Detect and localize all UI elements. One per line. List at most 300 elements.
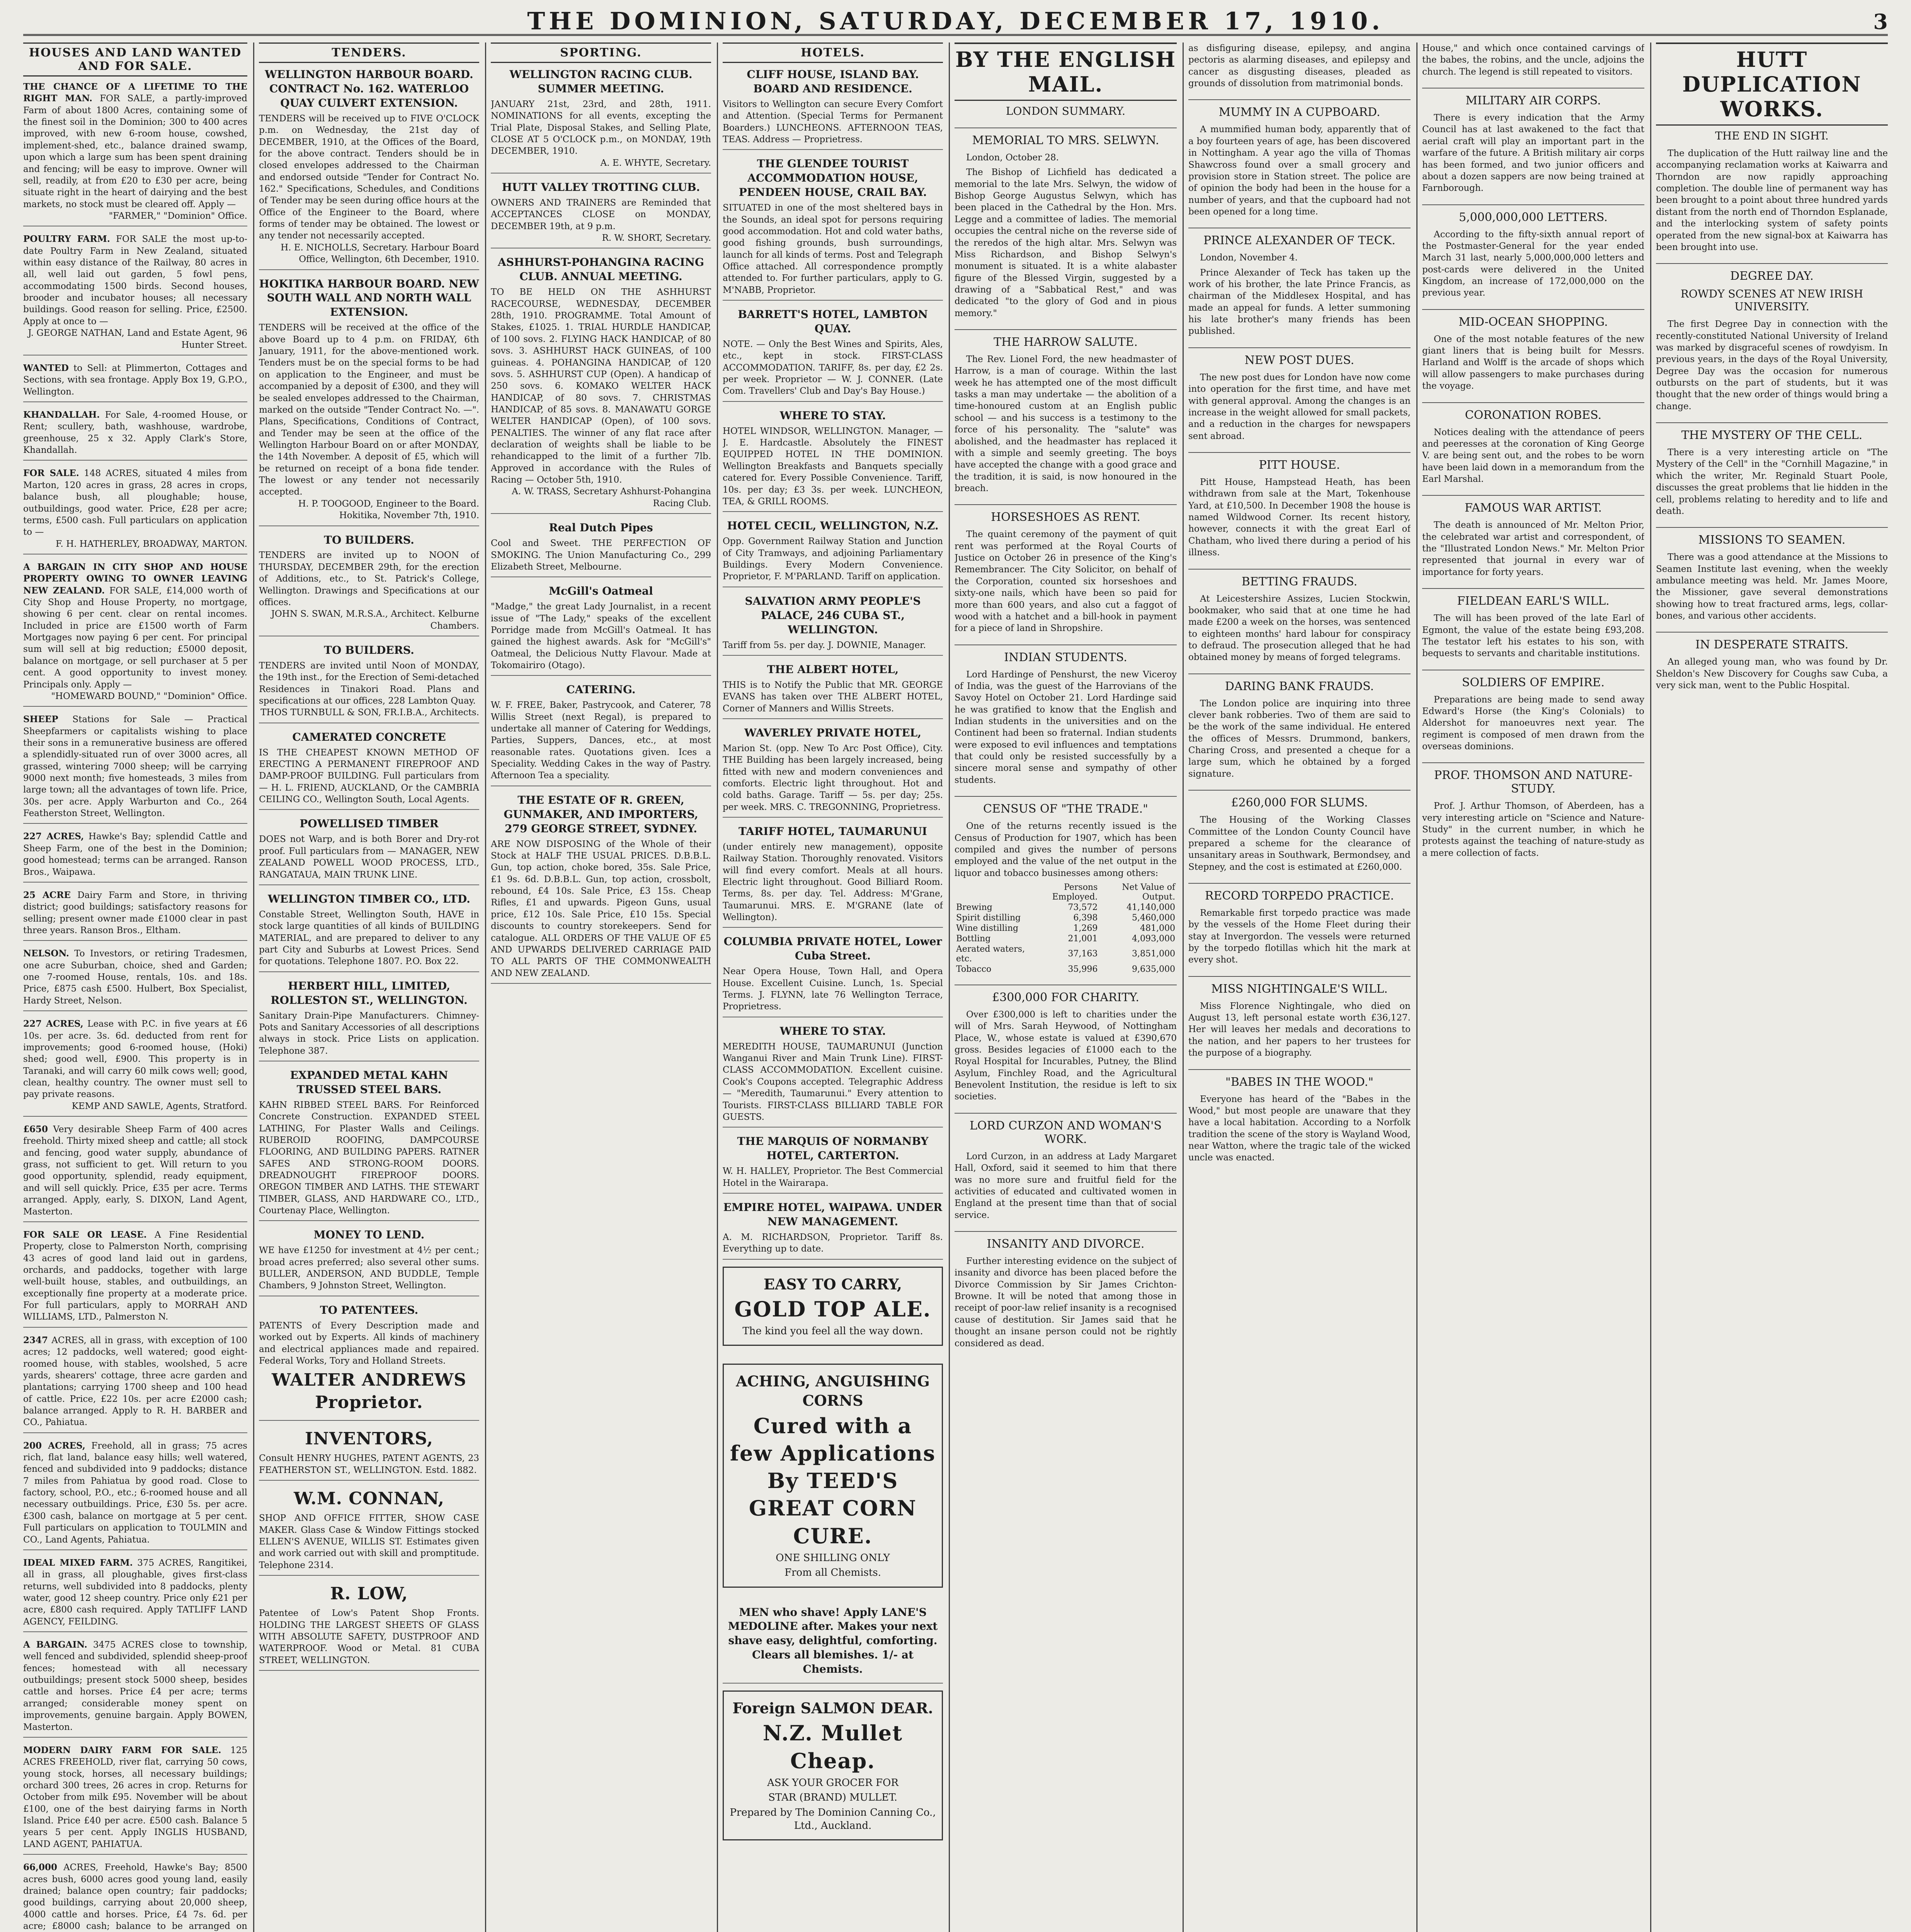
column-rule — [949, 43, 950, 1932]
ad-text-block — [23, 1441, 247, 1545]
table-cell: 9,635,000 — [1132, 964, 1175, 974]
article-paragraph: House," and which once contained carvings of the babes, the robins, and the uncle, adjoins the church. The legend is still repeated to visitors. — [1422, 43, 1644, 77]
ad-text: A. M. RICHARDSON, Proprietor. Tariff 8s. Everything up to date. — [723, 1232, 943, 1254]
advertisement — [723, 1024, 943, 1128]
table-row — [955, 902, 1177, 913]
advertisement — [259, 1228, 479, 1296]
advertisement — [723, 409, 943, 512]
ad-text: TENDERS will be received at the office of the above Board up to 4 p.m. on FRIDAY, 6th January, 1911, for the above-mentioned work. Tenders must be on the special forms to be had on application to the Engineer, and must be accompanied by a deposit of £300, and they will be sealed envelopes addressed to the Chairman, marked on the outside "Tender Contract No. —". Plans, Specifications, Conditions of Contract, and Tender may be seen at the office of the Wellington Harbour Board on or after MONDAY, the 14th November. A deposit of £5, which will be returned on receipt of a bona fide tender. The lowest or any tender not necessarily accepted. — [259, 323, 479, 497]
ad-text: Lease with P.C. in five years at £6 10s. per acre. 3s. 6d. deducted from rent for improvements; good 6-roomed house, (Hoki) shed; good well, £900. This property is in Taranaki, and will carry 60 milk cows well; good, clean, healthy country. The owner must sell to pay private reasons. — [23, 1019, 247, 1100]
ad-text-block — [23, 1745, 247, 1849]
ad-signature: THOS TURNBULL & SON, FR.I.B.A., Architects. — [260, 707, 479, 718]
column-local-news — [1656, 43, 1888, 1932]
ad-text-block — [23, 949, 247, 1005]
display-advertisement — [723, 1364, 943, 1587]
ad-text: SITUATED in one of the most sheltered bays in the Sounds, an ideal spot for persons requiring good accommodation. Hot and cold water baths, good fishing grounds, bush surroundings, launch for all kinds of terms. Post and Telegraph Office attached. All correspondence promptly attended to. For further particulars, apply to G. M'NABB, Proprietor. — [723, 203, 943, 295]
article-paragraph: Further interesting evidence on the subject of insanity and divorce has been placed before the Divorce Commission by Sir James Crichton-Browne. It will be noted that among those in receipt of poor-law relief insanity is a recognised cause of destitution. Sir James said that he thought an insane person could not be rightly considered as dead. — [955, 1256, 1177, 1349]
ad-heading: CATERING. — [566, 683, 636, 696]
table-row — [955, 944, 1177, 964]
ad-lead: WANTED — [23, 362, 69, 373]
ad-text-block — [23, 1862, 247, 1932]
advertisement — [259, 730, 479, 810]
advertisement — [723, 663, 943, 719]
advertisement — [23, 1018, 247, 1117]
ad-heading: Real Dutch Pipes — [549, 521, 653, 534]
article-paragraph: London, October 28. — [966, 153, 1059, 163]
article-paragraph: The new post dues for London have now come into operation for the first time, and have met with general approval. Among the changes is an increase in the weight allowed for small packets, and a reduction in the charges for newspapers sent abroad. — [1188, 372, 1411, 441]
ad-text: (under entirely new management), opposite Railway Station. Thoroughly renovated. Visitors will find every comfort. Meals at all hours. Electric light throughout. Good Billiard Room. Terms, 8s. per day. Tel. Address: M'Grane, Taumarunui. MRS. E. M'GRANE (late of Wellington). — [723, 842, 943, 923]
ad-signature: KEMP AND SAWLE, Agents, Stratford. — [71, 1101, 247, 1111]
section-subtitle: LONDON SUMMARY. — [1006, 105, 1126, 117]
ad-lead: NELSON. — [23, 948, 69, 959]
ad-text-block — [23, 1019, 247, 1099]
ad-text: Patentee of Low's Patent Shop Fronts. HOLDING THE LARGEST SHEETS OF GLASS WITH ABSOLUTE SAFETY, DUSTPROOF AND WATERPROOF. Wood or Metal. 81 CUBA STREET, WELLINGTON. — [259, 1608, 479, 1665]
advertisement — [23, 831, 247, 882]
masthead — [23, 7, 1888, 36]
ad-signature: H. P. TOOGOOD, Engineer to the Board. Hokitika, November 7th, 1910. — [298, 498, 479, 521]
article-headline: HUTT DUPLICATION WORKS. — [1656, 43, 1888, 126]
table-cell: 1,269 — [1073, 923, 1098, 933]
ad-text: WE have £1250 for investment at 4½ per cent.; broad acres preferred; also several other sums. BULLER, ANDERSON, AND BUDDLE, Temple Chambers, 9 Johnston Street, Wellington. — [259, 1245, 479, 1291]
table-cell: 3,851,000 — [1132, 949, 1175, 959]
article-headline: £300,000 FOR CHARITY. — [955, 985, 1177, 1004]
ad-line: Cured with a few Applications By TEED'S GREAT CORN CURE. — [730, 1413, 936, 1548]
section-header: HOUSES AND LAND WANTED AND FOR SALE. — [23, 43, 247, 77]
advertisement — [23, 1124, 247, 1222]
advertisement — [259, 277, 479, 526]
ad-line: ACHING, ANGUISHING CORNS — [736, 1372, 930, 1410]
ad-line: Prepared by The Dominion Canning Co., Ltd., Auckland. — [730, 1806, 936, 1832]
ad-heading: CAMERATED CONCRETE — [292, 730, 446, 743]
ad-display-name: INVENTORS, — [305, 1429, 433, 1449]
advertisement — [723, 157, 943, 301]
article-headline: THE HARROW SALUTE. — [955, 329, 1177, 349]
advertisement — [259, 1428, 479, 1481]
advertisement — [23, 1862, 247, 1932]
section-header: BY THE ENGLISH MAIL. — [955, 43, 1177, 101]
ad-text: 148 ACRES, situated 4 miles from Marton, 120 acres in grass, 28 acres in crops, balance bush, all ploughable; house, outbuildings, good water. Price, £28 per acre; terms, £500 cash. Full particulars on application to — — [23, 468, 247, 537]
table-cell: Wine distilling — [956, 923, 1019, 933]
table-cell: 6,398 — [1073, 913, 1098, 923]
article-paragraph: According to the fifty-sixth annual report of the Postmaster-General for the year ended March 31 last, nearly 5,000,000,000 letters and post-cards were delivered in the United Kingdom, an increase of 172,000,000 on the previous year. — [1422, 229, 1644, 298]
ad-heading: WELLINGTON RACING CLUB. SUMMER MEETING. — [509, 68, 693, 95]
ad-heading: CLIFF HOUSE, ISLAND BAY. BOARD AND RESIDENCE. — [747, 68, 919, 95]
article-paragraph: Over £300,000 is left to charities under the will of Mrs. Sarah Heywood, of Nottingham Place, W., whose estate is valued at £390,670 gross. Besides legacies of £1000 each to the Royal Hospital for Incurables, Putney, the Blind Asylum, Finchley Road, and the Agricultural Benevolent Institution, the residue is left to six societies. — [955, 1009, 1177, 1102]
article-headline: PRINCE ALEXANDER OF TECK. — [1188, 228, 1411, 247]
ad-line: Foreign SALMON DEAR. — [732, 1699, 933, 1717]
article-paragraph: Remarkable first torpedo practice was made by the vessels of the Home Fleet during their stay at Invergordon. The vessels were returned by the torpedo flotillas which hit the mark at every shot. — [1188, 908, 1411, 965]
ad-text: FOR SALE the most up-to-date Poultry Farm in New Zealand, situated within easy distance of the Railway, 80 acres in all, well laid out garden, 5 fowl pens, accommodating 1500 birds. Second houses, brooder and incubator houses; all necessary buildings. Good reason for selling. Price, £2500. Apply at once to — — [23, 234, 247, 327]
ad-lead: A BARGAIN IN CITY SHOP AND HOUSE PROPERTY OWING TO OWNER LEAVING NEW ZEALAND. — [23, 561, 247, 596]
table-cell: Tobacco — [956, 964, 992, 974]
ad-lead: A BARGAIN. — [23, 1639, 87, 1650]
ad-text: THIS is to Notify the Public that MR. GEORGE EVANS has taken over THE ALBERT HOTEL, Corner of Manners and Willis Streets. — [723, 680, 943, 714]
ad-lead: IDEAL MIXED FARM. — [23, 1557, 133, 1568]
column-english-mail — [955, 43, 1177, 1932]
ad-lead: POULTRY FARM. — [23, 234, 110, 245]
ad-text: Cool and Sweet. THE PERFECTION OF SMOKING. The Union Manufacturing Co., 299 Elizabeth Street, Melbourne. — [491, 538, 711, 572]
ad-signature: "FARMER," "Dominion" Office. — [109, 211, 247, 221]
article-headline: £260,000 FOR SLUMS. — [1188, 790, 1411, 810]
article-paragraph: The London police are inquiring into three clever bank robberies. Two of them are said to be the work of the same individual. He entered the offices of Messrs. Drummond, bankers, Charing Cross, and presented a cheque for a large sum, which he obtained by a forged signature. — [1188, 698, 1411, 779]
article-paragraph: The Rev. Lionel Ford, the new headmaster of Harrow, is a man of courage. Within the last week he has attempted one of the most difficult tasks a man may undertake — the abolition of a time-honoured custom at an English public school — and his success is a testimony to the force of his personality. The "salute" was abolished, and the headmaster has replaced it with a simple and seemly greeting. The boys have accepted the change with a good grace and the tradition, it is said, is now honoured in the breach. — [955, 354, 1177, 493]
advertisement — [23, 948, 247, 1011]
advertisement — [23, 409, 247, 461]
column-news-2 — [1188, 43, 1411, 1932]
table-cell: Spirit distilling — [956, 913, 1021, 923]
ad-text: to Sell: at Plimmerton, Cottages and Sections, with sea frontage. Apply Box 19, G.P.O., Wellington. — [23, 363, 247, 397]
ad-display-name: WALTER ANDREWS Proprietor. — [271, 1370, 467, 1413]
article-subheadline: ROWDY SCENES AT NEW IRISH UNIVERSITY. — [1680, 287, 1863, 313]
ad-text: Very desirable Sheep Farm of 400 acres freehold. Thirty mixed sheep and cattle; all stock and fencing, good water supply, abundance of grass, not sufficient to get. Will return to you good opportunity, splendid, ready equipment, and will sell quickly. Price, £35 per acre. Terms arranged. Apply, early, S. DIXON, Land Agent, Masterton. — [23, 1124, 247, 1217]
table-cell: 4,093,000 — [1132, 934, 1175, 944]
article-paragraph: At Leicestershire Assizes, Lucien Stockwin, bookmaker, who said that at one time he had made £200 a week on the horses, was sentenced to eighteen months' hard labour for conspiracy to defraud. The prosecution alleged that he had obtained money by means of forged telegrams. — [1188, 594, 1411, 663]
table-cell: 481,000 — [1140, 923, 1175, 933]
article-paragraph: The first Degree Day in connection with the recently-constituted National University of Ireland was marked by disgraceful scenes of rowdyism. In previous years, in the days of the Royal University, Degree Day was the occasion for numerous outbursts on the part of students, but it was thought that the new order of things would bring a change. — [1656, 319, 1888, 412]
table-row — [955, 913, 1177, 923]
ad-heading: COLUMBIA PRIVATE HOTEL, Lower Cuba Street. — [723, 935, 942, 963]
ad-text-block — [23, 562, 247, 690]
ad-text-block — [23, 363, 247, 397]
article-headline: RECORD TORPEDO PRACTICE. — [1188, 883, 1411, 903]
ad-text: Near Opera House, Town Hall, and Opera House. Excellent Cuisine. Lunch, 1s. Special Terms. J. FLYNN, late 76 Wellington Terrace, Proprietress. — [723, 966, 943, 1012]
ad-text: 3475 ACRES close to township, well fenced and subdivided, splendid sheep-proof fences; homestead with all necessary outbuildings; present stock 5000 sheep, besides cattle and horses. Price £4 per acre; terms arranged; considerable money spent on improvements, genuine bargain. Apply BOWEN, Masterton. — [23, 1640, 247, 1732]
article-paragraph: as disfiguring disease, epilepsy, and angina pectoris as alarming diseases, and epilepsy and cancer as disgusting diseases, pleaded as grounds of dissolution from matrimonial bonds. — [1188, 43, 1411, 89]
ad-lead: FOR SALE OR LEASE. — [23, 1229, 147, 1240]
ad-heading: HERBERT HILL, LIMITED, ROLLESTON ST., WELLINGTON. — [271, 979, 468, 1007]
ad-text: Constable Street, Wellington South, HAVE in stock large quantities of all kinds of BUILDING MATERIAL, and are prepared to deliver to any part City and Suburbs at Lowest Prices. Send for quotations. Telephone 1807. P.O. Box 22. — [259, 909, 479, 967]
ad-text-block — [23, 234, 247, 327]
advertisement — [259, 1303, 479, 1421]
article-headline: MID-OCEAN SHOPPING. — [1422, 309, 1644, 329]
article-paragraph: There is every indication that the Army Council has at last awakened to the fact that aerial craft will play an important part in the warfare of the future. A British military air corps has been formed, and two junior officers and about a dozen sappers are now being trained at Farnborough. — [1422, 113, 1644, 194]
advertisement — [23, 1745, 247, 1855]
ad-text-block — [23, 714, 247, 818]
advertisement — [723, 1267, 943, 1357]
ad-line: ONE SHILLING ONLY — [776, 1552, 890, 1564]
article-paragraph: Everyone has heard of the "Babes in the Wood," but most people are unaware that they have a local habitation. According to a Norfolk tradition the scene of the story is Wayland Wood, near Watton, where the tragic tale of the wicked uncle was enacted. — [1188, 1094, 1411, 1163]
ad-text: ACRES, Freehold, Hawke's Bay; 8500 acres bush, 6000 acres good young land, easily drained; balance open country; fair paddocks; good buildings, carrying about 20,000 sheep, 4000 cattle and horses. Price, £4 7s. 6d. per acre; £8000 cash; balance to be arranged on — [23, 1862, 247, 1931]
table-cell: 21,001 — [1068, 934, 1098, 944]
ad-text: Tariff from 5s. per day. J. DOWNIE, Manager. — [723, 640, 926, 650]
ad-lead: KHANDALLAH. — [23, 409, 100, 420]
ad-line: EASY TO CARRY, — [763, 1275, 902, 1293]
ad-heading: SALVATION ARMY PEOPLE'S PALACE, 246 CUBA ST., WELLINGTON. — [745, 594, 921, 636]
ad-text: FOR SALE, a partly-improved Farm of about 1800 Acres, containing some of the finest soil in the Dominion; 300 to 400 acres improved, with new 6-room house, cowshed, implement-shed, etc., balance drained swamp, upon which a large sum has been spent draining and fencing; will be easy to improve. Owner will sell, readily, at from £20 to £30 per acre, being situate right in the heart of dairying and the best markets, no stock must be cleared off. Apply — — [23, 94, 247, 209]
ad-line: From all Chemists. — [784, 1567, 881, 1579]
article-headline: 5,000,000,000 LETTERS. — [1422, 204, 1644, 224]
ad-heading: EMPIRE HOTEL, WAIPAWA. UNDER NEW MANAGEMENT. — [723, 1201, 943, 1228]
article-paragraph: There was a good attendance at the Missions to Seamen Institute last evening, when the weekly ambulance meeting was held. Mr. James Moore, the Missioner, gave several demonstrations showing how to treat fractured arms, legs, collar-bones, and various other accidents. — [1656, 552, 1888, 621]
ad-text: JANUARY 21st, 23rd, and 28th, 1911. NOMINATIONS for all events, excepting the Trial Plate, Disposal Stakes, and Selling Plate, CLOSE AT 5 O'CLOCK p.m., on MONDAY, 19th DECEMBER, 1910. — [491, 99, 711, 156]
ad-text: ARE NOW DISPOSING of the Whole of their Stock at HALF THE USUAL PRICES. D.B.B.L. Gun, top action, choke bored, 35s. Sale Price, £1 9s. 6d. D.B.B.L. Gun, top action, crossbolt, rebound, £4 10s. Sale Price, £3 15s. Cheap Rifles, £1 and upwards. Pigeon Guns, usual price, £12 10s. Sale Price, £10 15s. Special discounts to country storekeepers. Send for catalogue. ALL ORDERS OF THE VALUE OF £5 AND UPWARDS DELIVERED CARRIAGE PAID TO ALL PARTS OF THE COMMONWEALTH AND NEW ZEALAND. — [491, 839, 711, 978]
advertisement — [723, 1201, 943, 1260]
ad-text: NOTE. — Only the Best Wines and Spirits, Ales, etc., kept in stock. FIRST-CLASS ACCOMMODATION. TARIFF, 8s. per day, £2 2s. per week. Proprietor — W. J. CONNER. (Late Com. Travellers' Club and Day's Bay House.) — [723, 339, 943, 396]
ad-lead: 227 ACRES, — [23, 1019, 83, 1029]
advertisement — [259, 533, 479, 636]
ad-text: PATENTS of Every Description made and worked out by Experts. All kinds of machinery and electrical appliances made and repaired. Federal Works, Tory and Holland Streets. — [259, 1320, 479, 1366]
ad-text: W. F. FREE, Baker, Pastrycook, and Caterer, 78 Willis Street (next Regal), is prepared to undertake all manner of Catering for Weddings, Parties, Suppers, Dances, etc., at most reasonable rates. Quotations given. Ices a Speciality. Wedding Cakes in the way of Pastry. Afternoon Tea a speciality. — [491, 700, 711, 781]
masthead-title: THE DOMINION, SATURDAY, DECEMBER 17, 1910. — [527, 7, 1384, 35]
table-row — [955, 964, 1177, 975]
ad-text-block — [23, 1640, 247, 1732]
ad-text: Opp. Government Railway Station and Junction of City Tramways, and adjoining Parliamentary Buildings. Every Modern Convenience. Proprietor, F. M'PARLAND. Tariff on application. — [723, 536, 943, 582]
ad-heading: THE ESTATE OF R. GREEN, GUNMAKER, AND IMPORTERS, 279 GEORGE STREET, SYDNEY. — [504, 793, 698, 835]
article-paragraph: The quaint ceremony of the payment of quit rent was performed at the Royal Courts of Justice on October 26 in presence of the King's Remembrancer. The City Solicitor, on behalf of the Corporation, counted six horseshoes and sixty-one nails, which have been so paid for more than 600 years, and also cut a faggot of wood with a hatchet and a bill-hook in payment for a piece of land in Shropshire. — [955, 529, 1177, 634]
ad-text-block — [23, 82, 247, 209]
ad-text-block — [23, 832, 247, 877]
section-header: HOTELS. — [723, 43, 943, 63]
article-paragraph: Pitt House, Hampstead Heath, has been withdrawn from sale at the Mart, Tokenhouse Yard, at £10,500. In December 1908 the house is named Wildwood Corner. Its recent history, however, connects it with the great Earl of Chatham, who lived there during a period of his illness. — [1188, 477, 1411, 558]
article-headline: CORONATION ROBES. — [1422, 402, 1644, 422]
ad-text: W. H. HALLEY, Proprietor. The Best Commercial Hotel in the Wairarapa. — [723, 1166, 943, 1188]
ad-text: FOR SALE, £14,000 worth of City Shop and House Property, no mortgage, showing 6 per cent. clear on rental incomes. Included in price are £1500 worth of Farm Mortgages now paying 6 per cent. For principal sum will sell at big reduction; £5000 deposit, balance on mortgage, or sell purchaser at 5 per cent. A good opportunity to invest money. Principals only. Apply — — [23, 585, 247, 690]
article-paragraph: London, November 4. — [1200, 253, 1298, 263]
ad-text: ACRES, all in grass, with exception of 100 acres; 12 paddocks, well watered; good eight-roomed house, with stables, woolshed, 5 acre yards, shearers' cottage, three acre garden and plantations; carrying 1700 sheep and 100 head of cattle. Price, £22 10s. per acre £2000 cash; balance arranged. Apply to R. H. BARBER and CO., Pahiatua. — [23, 1335, 247, 1428]
ad-signature: A. W. TRASS, Secretary Ashhurst-Pohangina Racing Club. — [512, 486, 711, 509]
advertisement — [491, 793, 711, 984]
column-rule — [253, 43, 254, 1932]
article-headline: MISSIONS TO SEAMEN. — [1656, 527, 1888, 547]
advertisement — [23, 1229, 247, 1328]
advertisement — [23, 1639, 247, 1738]
advertisement — [491, 180, 711, 248]
ad-text: Sanitary Drain-Pipe Manufacturers. Chimney-Pots and Sanitary Accessories of all descriptions always in stock. Price Lists on application. Telephone 387. — [259, 1010, 479, 1056]
article-paragraph: One of the returns recently issued is the Census of Production for 1907, which has been compiled and gives the number of persons employed and the value of the net output in the liquor and tobacco businesses among others: — [955, 821, 1177, 878]
ad-heading: THE GLENDEE TOURIST ACCOMMODATION HOUSE, PENDEEN HOUSE, CRAIL BAY. — [739, 157, 927, 199]
ad-heading: MEN who shave! Apply LANE'S MEDOLINE after. Makes your next shave easy, delightful, comforting. Clears all blemishes. 1/- at Chemists. — [728, 1605, 938, 1676]
ad-text: OWNERS AND TRAINERS are Reminded that ACCEPTANCES CLOSE on MONDAY, DECEMBER 19th, at 9 p.m. — [491, 198, 711, 231]
column-news-3 — [1422, 43, 1644, 1932]
advertisement — [23, 233, 247, 355]
advertisement — [23, 561, 247, 707]
advertisement — [259, 979, 479, 1061]
ad-heading: WHERE TO STAY. — [779, 409, 886, 422]
article-headline: MILITARY AIR CORPS. — [1422, 88, 1644, 107]
table-cell: 35,996 — [1068, 964, 1098, 974]
table-cell: Bottling — [956, 934, 991, 944]
ad-line: ASK YOUR GROCER FOR — [767, 1777, 898, 1789]
ad-lead: 227 ACRES, — [23, 831, 84, 842]
article-headline: FAMOUS WAR ARTIST. — [1422, 495, 1644, 515]
ad-text: IS THE CHEAPEST KNOWN METHOD OF ERECTING A PERMANENT FIREPROOF AND DAMP-PROOF BUILDING. Full particulars from — H. L. FRIEND, AUCKLAND, Or the CAMBRIA CEILING CO., Wellington South, Local Agents. — [259, 747, 479, 805]
ad-heading: THE MARQUIS OF NORMANBY HOTEL, CARTERTON. — [737, 1135, 929, 1162]
ad-line: N.Z. Mullet Cheap. — [762, 1721, 903, 1773]
advertisement — [723, 726, 943, 818]
ad-lead: FOR SALE. — [23, 468, 79, 479]
article-headline: INSANITY AND DIVORCE. — [955, 1231, 1177, 1251]
article-headline: THE MYSTERY OF THE CELL. — [1656, 422, 1888, 442]
advertisement — [259, 1583, 479, 1671]
ad-lead: MODERN DAIRY FARM FOR SALE. — [23, 1745, 221, 1755]
article-headline: IN DESPERATE STRAITS. — [1656, 632, 1888, 651]
article-paragraph: The Housing of the Working Classes Committee of the London County Council have prepared a scheme for the clearance of unsanitary areas in Southwark, Bermondsey, and Stepney, and the cost is estimated at £260,000. — [1188, 815, 1411, 872]
column-hotels — [723, 43, 943, 1932]
ad-lead: £650 — [23, 1124, 48, 1135]
article-headline: CENSUS OF "THE TRADE." — [955, 796, 1177, 816]
table-header-cell: Persons Employed. — [1052, 882, 1098, 902]
article-paragraph: One of the most notable features of the new giant liners that is being built for Messrs. Harland and Wolff is the arcade of shops which will allow passengers to make purchases during the voyage. — [1422, 334, 1644, 391]
ad-heading: McGill's Oatmeal — [549, 585, 653, 598]
ad-text: Freehold, all in grass; 75 acres rich, flat land, balance easy hills; well watered, fenced and subdivided into 9 paddocks; distance 7 miles from Pahiatua by good road. Close to factory, school, P.O., etc.; 6-roomed house and all necessary outbuildings. Price, £30 5s. per acre. £300 cash, balance on mortgage at 5 per cent. Full particulars on application to TOULMIN and CO., Land Agents, Pahiatua. — [23, 1440, 247, 1545]
article-paragraph: Lord Hardinge of Penshurst, the new Viceroy of India, was the guest of the Harrovians of the Savoy Hotel on October 21. Lord Hardinge said he was gratified to know that the English and Indian students in the universities and on the Continent had been so fraternal. Indian students were exposed to evil influences and temptations that could only be resisted successfully by a sincere moral sense and sympathy of other students. — [955, 669, 1177, 785]
ad-text: Consult HENRY HUGHES, PATENT AGENTS, 23 FEATHERSTON ST., WELLINGTON. Estd. 1882. — [259, 1453, 479, 1475]
ad-text: A Fine Residential Property, close to Palmerston North, comprising 43 acres of good land laid out in gardens, orchards, and paddocks, together with large well-built house, stables, and outbuildings, an exceptionally fine property at a moderate price. For full particulars, apply to MORRAH AND WILLIAMS, LTD., Palmerston N. — [23, 1230, 247, 1322]
advertisement — [723, 825, 943, 928]
article-headline: BETTING FRAUDS. — [1188, 569, 1411, 588]
advertisement — [723, 308, 943, 402]
advertisement — [723, 68, 943, 150]
article-headline: SOLDIERS OF EMPIRE. — [1422, 670, 1644, 689]
ad-line: The kind you feel all the way down. — [742, 1325, 923, 1337]
ad-text-block — [23, 1230, 247, 1322]
advertisement — [23, 81, 247, 226]
ad-display-name: R. LOW, — [330, 1584, 408, 1604]
ad-text: To Investors, or retiring Tradesmen, one acre Suburban, choice, shed and Garden; one 7-roomed House, rentals, 10s. and 18s. Price, £875 cash £500. Hulbert, Box Specialist, Hardy Street, Nelson. — [23, 949, 247, 1006]
ad-heading: TO PATENTEES. — [320, 1303, 419, 1316]
article-paragraph: The will has been proved of the late Earl of Egmont, the value of the estate being £93,208. The testator left his estates to his son, with bequests to servants and charitable institutions. — [1422, 613, 1644, 659]
article-headline: NEW POST DUES. — [1188, 347, 1411, 367]
article-paragraph: The duplication of the Hutt railway line and the accompanying reclamation works at Kaiwarra and Thorndon are now rapidly approaching completion. The double line of permanent way has been brought to a point about three hundred yards distant from the north end of Thorndon Esplanade, and the interlocking system of safety points operated from the new signal-box at Kaiwarra has been brought into use. — [1656, 148, 1888, 252]
article-paragraph: An alleged young man, who was found by Dr. Sheldon's New Discovery for Coughs saw Cuba, a very sick man, went to the Public Hospital. — [1656, 657, 1888, 691]
article-headline: "BABES IN THE WOOD." — [1188, 1069, 1411, 1089]
ad-heading: EXPANDED METAL KAHN TRUSSED STEEL BARS. — [290, 1068, 448, 1096]
table-cell: 37,163 — [1068, 949, 1098, 959]
advertisement — [23, 714, 247, 824]
ad-lead: THE CHANCE OF A LIFETIME TO THE RIGHT MAN. — [23, 82, 247, 104]
ad-heading: HOTEL CECIL, WELLINGTON, N.Z. — [727, 519, 939, 532]
section-header: SPORTING. — [491, 43, 711, 63]
advertisement — [723, 594, 943, 656]
ad-signature: J. GEORGE NATHAN, Land and Estate Agent, 96 Hunter Street. — [28, 328, 247, 350]
advertisement — [491, 584, 711, 676]
article-subheadline: THE END IN SIGHT. — [1715, 129, 1829, 142]
column-rule — [1416, 43, 1418, 1932]
table-row — [955, 934, 1177, 944]
advertisement — [723, 1364, 943, 1598]
ad-text: 125 ACRES FREEHOLD, river flat, carrying 50 cows, young stock, horses, all necessary buildings; orchard 300 trees, 26 acres in crop. Returns for October from milk £95. November will be about £100, one of the best dairying farms in North Island. Price £40 per acre. £500 cash. Balance 5 years 5 per cent. Apply INGLIS HUSBAND, LAND AGENT, PAHIATUA. — [23, 1745, 247, 1849]
ad-text-block — [23, 1124, 247, 1217]
advertisement — [491, 255, 711, 514]
ad-line: GOLD TOP ALE. — [734, 1296, 931, 1321]
ad-text: TENDERS will be received up to FIVE O'CLOCK p.m. on Wednesday, the 21st day of DECEMBER, 1910, at the Offices of the Board, for the above contract. Tenders should be in closed envelopes addressed to the Chairman and endorsed outside "Tender for Contract No. 162." Specifications, Schedules, and Conditions of Tender may be seen during office hours at the Office of the Engineer to the Board, where forms of tender may be obtained. The lowest or any tender not necessarily accepted. — [259, 113, 479, 241]
table-cell: 5,460,000 — [1132, 913, 1175, 923]
article-paragraph: Prince Alexander of Teck has taken up the work of his brother, the late Prince Francis, as chairman of the Middlesex Hospital, and has made an appeal for funds. A letter summoning his late brother's many friends has been published. — [1188, 267, 1411, 337]
article-paragraph: Notices dealing with the attendance of peers and peeresses at the coronation of King George V. are being sent out, and the robes to be worn have been laid down in a memorandum from the Earl Marshal. — [1422, 427, 1644, 484]
ad-heading: TARIFF HOTEL, TAUMARUNUI — [738, 825, 927, 838]
article-headline: PROF. THOMSON AND NATURE-STUDY. — [1422, 762, 1644, 796]
article-paragraph: The death is announced of Mr. Melton Prior, the celebrated war artist and correspondent, of the "Illustrated London News." Mr. Melton Prior represented that journal in every war of importance for forty years. — [1422, 520, 1644, 577]
table-row — [955, 923, 1177, 934]
advertisement — [23, 889, 247, 941]
advertisement — [259, 892, 479, 972]
article-paragraph: There is a very interesting article on "The Mystery of the Cell" in the "Cornhill Magazine," in which the writer, Mr. Reginald Stuart Poole, discusses the great problems that lie hidden in the cell, problems relating to heredity and to life and death. — [1656, 447, 1888, 516]
article-headline: LORD CURZON AND WOMAN'S WORK. — [955, 1113, 1177, 1146]
article-paragraph: Lord Curzon, in an address at Lady Margaret Hall, Oxford, said it seemed to him that there was no more sure and fruitful field for the activities of educated and cultivated women in England at the present time than that of social service. — [955, 1151, 1177, 1220]
ad-text: Dairy Farm and Store, in thriving district; good buildings; satisfactory reasons for selling; present owner made £1000 clear in past three years. Ranson Bros., Eltham. — [23, 890, 247, 935]
article-headline: PITT HOUSE. — [1188, 452, 1411, 472]
ad-display-name: W.M. CONNAN, — [294, 1489, 444, 1509]
article-headline: DARING BANK FRAUDS. — [1188, 673, 1411, 693]
ad-text: TENDERS are invited until Noon of MONDAY, the 19th inst., for the Erection of Semi-detached Residences in Tinakori Road. Plans and specifications at our offices, 228 Lambton Quay. — [259, 660, 479, 706]
column-rule — [1650, 43, 1651, 1932]
ad-lead: 66,000 — [23, 1862, 58, 1873]
column-rule — [717, 43, 718, 1932]
display-advertisement — [723, 1267, 943, 1346]
ad-signature: F. H. HATHERLEY, BROADWAY, MARTON. — [56, 539, 247, 549]
article-headline: INDIAN STUDENTS. — [955, 645, 1177, 664]
ad-heading: THE ALBERT HOTEL, — [767, 663, 899, 676]
ad-text: Visitors to Wellington can secure Every Comfort and Attention. (Special Terms for Permanent Boarders.) LUNCHEONS. AFTERNOON TEAS, TEAS. Address — Proprietress. — [723, 99, 943, 145]
census-table — [955, 882, 1177, 975]
ad-signature: R. W. SHORT, Secretary. — [602, 233, 711, 243]
advertisement — [491, 68, 711, 173]
advertisement — [23, 1557, 247, 1632]
advertisement — [491, 683, 711, 786]
ad-text-block — [23, 890, 247, 935]
article-paragraph: The Bishop of Lichfield has dedicated a memorial to the late Mrs. Selwyn, the widow of Bishop George Augustus Selwyn, which has been placed in the Cathedral by the Hon. Mrs. Legge and a committee of ladies. The memorial occupies the central niche on the reverse side of the reredos of the high altar. Mrs. Selwyn was Miss Richardson, and Bishop Selwyn's monument is situated. It is a white alabaster figure of the Blessed Virgin, suggested by a drawing of a "Sabbatical Rest," and was dedicated "to the glory of God and in pious memory." — [955, 167, 1177, 318]
ad-lead: 25 ACRE — [23, 889, 71, 900]
table-cell: Aerated waters, etc. — [956, 944, 1025, 964]
advertisement — [23, 1440, 247, 1550]
advertisement — [723, 1134, 943, 1194]
ad-heading: ASHHURST-POHANGINA RACING CLUB. ANNUAL MEETING. — [498, 256, 704, 283]
ad-text: Hawke's Bay; splendid Cattle and Sheep Farm, one of the best in the Dominion; good homestead; terms can be arranged. Ranson Bros., Waipawa. — [23, 832, 247, 877]
ad-text: Stations for Sale — Practical Sheepfarmers or capitalists wishing to place their sons in a remunerative business are offered a splendidly-situated run of over 3000 acres, all grassed, wintering 7000 sheep; will be carrying 9000 next month; five homesteads, 3 miles from large town; all the advantages of town life. Price, 30s. per acre. Apply Warburton and Co., 264 Featherston Street, Wellington. — [23, 714, 247, 819]
article-headline: FIELDEAN EARL'S WILL. — [1422, 588, 1644, 608]
advertisement — [491, 521, 711, 577]
advertisement — [723, 1690, 943, 1851]
ad-text: 375 ACRES, Rangitikei, all in grass, all ploughable, gives first-class returns, well subdivided into 8 paddocks, plenty water, good 12 sheep country. Price only £21 per acre, £800 cash required. Apply TATLIFF LAND AGENCY, FEILDING. — [23, 1558, 247, 1627]
advertisement — [723, 935, 943, 1017]
advertisement — [723, 1605, 943, 1684]
column-sporting — [491, 43, 711, 1932]
section-header: TENDERS. — [259, 43, 479, 63]
page-number: 3 — [1873, 9, 1888, 34]
article-headline: MEMORIAL TO MRS. SELWYN. — [955, 128, 1177, 147]
ad-heading: MONEY TO LEND. — [313, 1228, 425, 1242]
column-tenders — [259, 43, 479, 1932]
table-cell: 73,572 — [1068, 902, 1098, 912]
ad-heading: WAVERLEY PRIVATE HOTEL, — [744, 726, 921, 739]
advertisement — [23, 1335, 247, 1433]
article-headline: HORSESHOES AS RENT. — [955, 504, 1177, 524]
article-paragraph: Prof. J. Arthur Thomson, of Aberdeen, has a very interesting article on "Science and Nature-Study" in the current number, in which he protests against the teaching of nature-study as a mere collection of facts. — [1422, 801, 1644, 858]
column-rule — [1183, 43, 1184, 1932]
ad-heading: WHERE TO STAY. — [779, 1024, 886, 1037]
ad-signature: JOHN S. SWAN, M.R.S.A., Architect. Kelburne Chambers. — [271, 609, 479, 631]
advertisement — [259, 1488, 479, 1576]
ad-lead: 2347 — [23, 1335, 48, 1345]
ad-text: "Madge," the great Lady Journalist, in a recent issue of "The Lady," speaks of the excellent Porridge made from McGill's Oatmeal. It has gained the highest awards. Ask for "McGill's" Oatmeal, the Delicious Nutty Flavour. Made at Tokomairiro (Otago). — [491, 602, 711, 670]
ad-heading: HOKITIKA HARBOUR BOARD. NEW SOUTH WALL AND NORTH WALL EXTENSION. — [259, 277, 479, 319]
ad-lead: SHEEP — [23, 714, 58, 725]
article-paragraph: A mummified human body, apparently that of a boy fourteen years of age, has been discovered in Nottingham. A year ago the villa of Thomas Shawcross found over a small grocery and provision store in Station street. The police are of opinion the body had been in the house for a number of years, and that the cupboard had not been opened for a long time. — [1188, 124, 1411, 217]
ad-text: KAHN RIBBED STEEL BARS. For Reinforced Concrete Construction. EXPANDED STEEL LATHING, For Plaster Walls and Ceilings. RUBEROID ROOFING, DAMPCOURSE FLOORING, AND BUILDING PAPERS. RATNER SAFES AND STRONG-ROOM DOORS. DREADNOUGHT FIREPROOF DOORS. OREGON TIMBER AND LATHS. THE STEWART TIMBER, GLASS, AND HARDWARE CO., LTD., Courtenay Place, Wellington. — [259, 1100, 479, 1216]
display-advertisement — [723, 1690, 943, 1840]
ad-heading: HUTT VALLEY TROTTING CLUB. — [502, 181, 700, 194]
article-headline: MISS NIGHTINGALE'S WILL. — [1188, 976, 1411, 996]
table-cell: Brewing — [956, 902, 992, 912]
ad-text: TO BE HELD ON THE ASHHURST RACECOURSE, WEDNESDAY, DECEMBER 28th, 1910. PROGRAMME. Total Amount of Stakes, £1025. 1. TRIAL HURDLE HANDICAP, of 100 sovs. 2. FLYING HACK HANDICAP, of 80 sovs. 3. ASHHURST HACK GUINEAS, of 100 guineas. 4. POHANGINA HANDICAP, of 120 sovs. 5. ASHHURST CUP (Open). A handicap of 250 sovs. 6. KOMAKO WELTER HACK HANDICAP, of 80 sovs. 7. CHRISTMAS HANDICAP, of 85 sovs. 8. MANAWATU GORGE WELTER HANDICAP (Open), of 100 sovs. PENALTIES. The winner of any flat race after declaration of weights shall be liable to be rehandicapped to the limit of a further 7lb. Approved in accordance with the Rules of Racing — October 5th, 1910. — [491, 287, 711, 485]
advertisement — [259, 68, 479, 270]
article-headline: MUMMY IN A CUPBOARD. — [1188, 99, 1411, 119]
advertisement — [259, 817, 479, 885]
ad-heading: BARRETT'S HOTEL, LAMBTON QUAY. — [738, 308, 928, 335]
advertisement — [723, 519, 943, 587]
ad-line: STAR (BRAND) MULLET. — [768, 1792, 897, 1804]
table-cell: 41,140,000 — [1127, 902, 1175, 912]
